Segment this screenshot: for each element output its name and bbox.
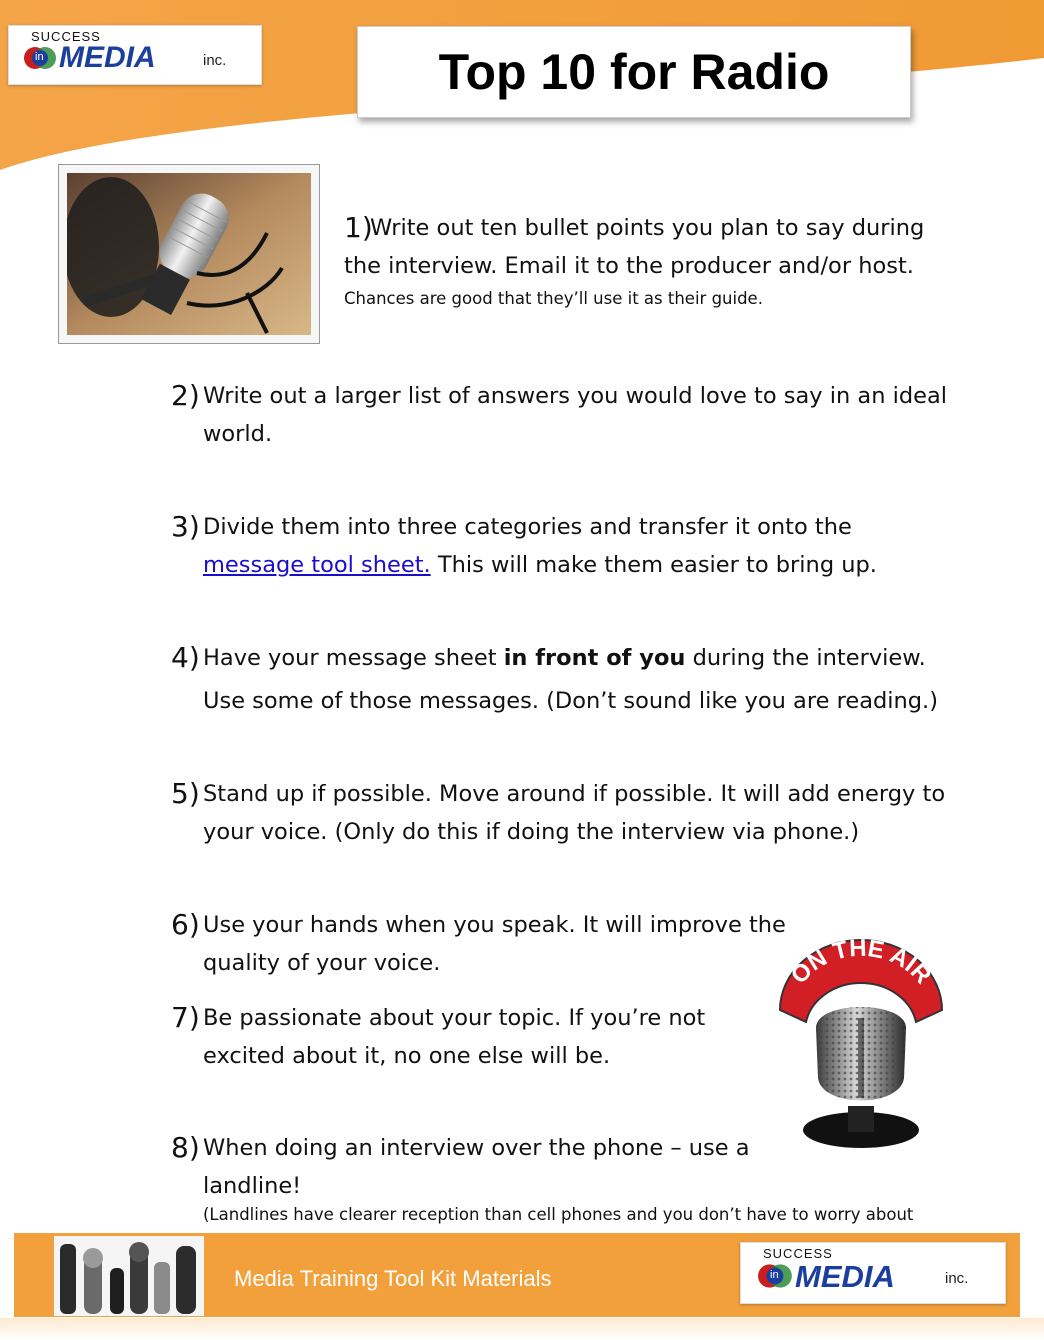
logo-media-text: MEDIA xyxy=(59,41,156,74)
logo-success-text: SUCCESS xyxy=(763,1246,833,1261)
title-box xyxy=(357,26,911,118)
message-tool-sheet-link[interactable]: message tool sheet. xyxy=(203,552,431,578)
item-number: 4) xyxy=(171,641,200,674)
item-text: quality of your voice. xyxy=(203,950,441,976)
item-number: 3) xyxy=(171,510,200,543)
item-number: 7) xyxy=(171,1001,200,1034)
list-item-2 xyxy=(171,377,947,453)
list-item-5 xyxy=(171,775,945,851)
header-logo xyxy=(8,25,262,85)
list-item-1 xyxy=(344,209,924,313)
item-note: Chances are good that they’ll use it as their guide. xyxy=(344,289,763,308)
logo-badge-text: in xyxy=(770,1269,779,1281)
item-text: This will make them easier to bring up. xyxy=(430,552,877,578)
logo-success-text: SUCCESS xyxy=(31,29,101,44)
logo-inc-text: inc. xyxy=(945,1270,969,1287)
page-title: Top 10 for Radio xyxy=(438,44,830,100)
footer-text: Media Training Tool Kit Materials xyxy=(234,1266,552,1291)
item-text: Use your hands when you speak. It will improve the xyxy=(203,912,786,938)
item-text: Use some of those messages. (Don’t sound like you are reading.) xyxy=(203,688,938,714)
item-number: 8) xyxy=(171,1131,200,1164)
bottom-fade xyxy=(0,1318,1044,1340)
on-the-air-microphone-icon xyxy=(776,938,946,1152)
item-text: world. xyxy=(203,421,273,447)
list-item-6 xyxy=(171,906,786,982)
item-text: When doing an interview over the phone – use a xyxy=(203,1135,750,1161)
studio-microphone-image xyxy=(67,173,311,335)
item-text: Write out a larger list of answers you would love to say in an ideal xyxy=(203,383,948,409)
item-number: 2) xyxy=(171,379,200,412)
item-text: Have your message sheet xyxy=(203,645,504,671)
list-item-7 xyxy=(171,999,705,1075)
logo-badge-text: in xyxy=(35,51,44,63)
item-text-line xyxy=(171,639,938,677)
list-item-3 xyxy=(171,508,877,584)
on-the-air-text: ON THE AIR xyxy=(785,938,937,990)
item-number: 6) xyxy=(171,908,200,941)
item-text: your voice. (Only do this if doing the interview via phone.) xyxy=(203,819,860,845)
item-text: Write out ten bullet points you plan to say during xyxy=(370,215,925,241)
item-text: landline! xyxy=(203,1173,302,1199)
item-note: (Landlines have clearer reception than cell phones and you don’t have to worry about xyxy=(203,1205,914,1224)
item-text: Be passionate about your topic. If you’re not xyxy=(203,1005,706,1031)
item-text-bold: in front of you xyxy=(503,645,686,671)
list-item-4 xyxy=(171,639,938,720)
item-text-line xyxy=(171,546,877,584)
logo-inc-text: inc. xyxy=(203,52,227,69)
item-text: the interview. Email it to the producer and/or host. xyxy=(344,253,914,279)
item-number: 5) xyxy=(171,777,200,810)
studio-microphone-photo xyxy=(58,164,320,344)
item-text: Stand up if possible. Move around if possible. It will add energy to xyxy=(203,781,946,807)
logo-media-text: MEDIA xyxy=(795,1259,895,1294)
footer-logo xyxy=(740,1242,1006,1304)
microphones-image xyxy=(54,1236,204,1316)
item-text: Divide them into three categories and transfer it onto the xyxy=(203,514,852,540)
item-text: during the interview. xyxy=(685,645,926,671)
item-text: excited about it, no one else will be. xyxy=(203,1043,611,1069)
item-number: 1) xyxy=(344,211,373,244)
